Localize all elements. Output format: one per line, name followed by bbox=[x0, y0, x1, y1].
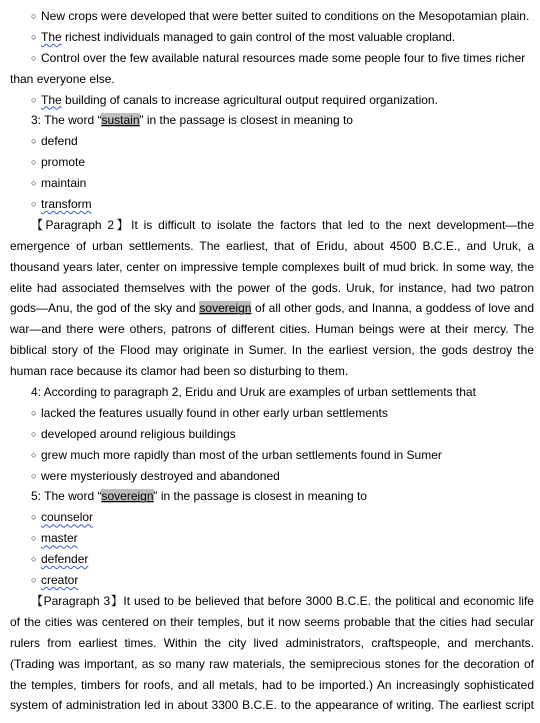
radio-bullet-icon[interactable]: ○ bbox=[31, 470, 37, 481]
paragraph-line: emergence of urban settlements. The earliest, that of Eridu, about 4500 B.C.E., and Uruk, a bbox=[10, 238, 534, 253]
spellcheck-word: The bbox=[41, 92, 62, 107]
paragraph-line: 【Paragraph 2】It is difficult to isolate the factors that led to the next development—the bbox=[31, 217, 534, 232]
option-text: maintain bbox=[41, 176, 87, 191]
option-text: defend bbox=[41, 134, 78, 149]
spellcheck-word: The bbox=[41, 29, 62, 44]
radio-bullet-icon[interactable]: ○ bbox=[31, 407, 37, 418]
option-text: Control over the few available natural resources made some people four to five times richer bbox=[41, 50, 526, 65]
radio-bullet-icon[interactable]: ○ bbox=[31, 52, 37, 63]
option-row[interactable] bbox=[10, 90, 534, 111]
option-text: transform bbox=[41, 197, 92, 212]
option-row[interactable] bbox=[10, 466, 534, 487]
option-row[interactable] bbox=[10, 152, 534, 173]
option-text: building of canals to increase agricultural output required organization. bbox=[65, 92, 438, 107]
radio-bullet-icon[interactable]: ○ bbox=[31, 31, 37, 42]
document-page bbox=[10, 6, 534, 716]
highlighted-word: sovereign bbox=[199, 301, 252, 316]
highlighted-word: sustain bbox=[101, 113, 140, 128]
option-text: master bbox=[41, 531, 78, 546]
option-row[interactable] bbox=[10, 528, 534, 549]
option-text: New crops were developed that were better suited to conditions on the Mesopotamian plain. bbox=[41, 9, 530, 23]
option-row[interactable] bbox=[10, 131, 534, 152]
radio-bullet-icon[interactable]: ○ bbox=[31, 449, 37, 460]
question-stem: 4: According to paragraph 2, Eridu and Uruk are examples of urban settlements that bbox=[31, 385, 476, 400]
highlighted-word: sovereign bbox=[101, 489, 154, 504]
paragraph-line: elite had associated themselves with the power of the gods. Uruk, for instance, had two patron bbox=[10, 280, 534, 295]
radio-bullet-icon[interactable]: ○ bbox=[31, 575, 37, 586]
option-text: promote bbox=[41, 155, 86, 170]
paragraph-line: biblical story of the Flood may originate in Sumer. In the earliest version, the gods destroy the bbox=[10, 343, 534, 358]
option-text: creator bbox=[41, 573, 79, 588]
option-text: lacked the features usually found in other early urban settlements bbox=[41, 405, 388, 420]
paragraph-label: 【Paragraph 3】 bbox=[31, 593, 124, 608]
paragraph-line: thousand years later, center on impressive temple complexes built of mud brick. In some way, the bbox=[10, 259, 534, 274]
option-row[interactable] bbox=[10, 445, 534, 466]
paragraph-line: system of administration led in about 3300 B.C.E. to the appearance of writing. The earliest script bbox=[10, 698, 534, 713]
radio-bullet-icon[interactable]: ○ bbox=[31, 428, 37, 439]
question-stem: 3: The word “sustain” in the passage is closest in meaning to bbox=[31, 113, 353, 128]
radio-bullet-icon[interactable]: ○ bbox=[31, 178, 37, 189]
radio-bullet-icon[interactable]: ○ bbox=[31, 199, 37, 210]
paragraph-line: the temples, timbers for roofs, and all metals, had to be imported.) An increasingly sophisticated bbox=[10, 677, 534, 692]
option-row[interactable] bbox=[10, 48, 534, 69]
radio-bullet-icon[interactable]: ○ bbox=[31, 554, 37, 565]
option-row[interactable] bbox=[10, 570, 534, 591]
paragraph-line: 【Paragraph 3】It used to be believed that before 3000 B.C.E. the political and economic life bbox=[31, 593, 534, 608]
paragraph-line: of the cities was centered on their temples, but it now seems probable that the cities had secular bbox=[10, 614, 534, 629]
option-row[interactable] bbox=[10, 173, 534, 194]
option-row[interactable] bbox=[10, 6, 534, 27]
option-row[interactable] bbox=[10, 424, 534, 445]
paragraph-line: rulers from earliest times. Within the city lived administrators, craftspeople, and merchants. bbox=[10, 635, 534, 650]
radio-bullet-icon[interactable]: ○ bbox=[31, 533, 37, 544]
paragraph-label: 【Paragraph 2】 bbox=[31, 217, 132, 232]
paragraph-line: (Trading was important, as so many raw materials, the semiprecious stones for the decoration of bbox=[10, 656, 534, 671]
option-row[interactable] bbox=[10, 194, 534, 215]
option-text: defender bbox=[41, 552, 89, 567]
option-text: grew much more rapidly than most of the urban settlements found in Sumer bbox=[41, 447, 442, 462]
option-text-wrap: than everyone else. bbox=[10, 71, 115, 86]
option-text: counselor bbox=[41, 510, 94, 525]
paragraph-line: war—and there were others, patrons of different cities. Human beings were at their mercy. The bbox=[10, 322, 534, 337]
option-text: richest individuals managed to gain control of the most valuable cropland. bbox=[65, 29, 456, 44]
paragraph-line: gods—Anu, the god of the sky and sovereign of all other gods, and Inanna, a goddess of love and bbox=[10, 301, 534, 316]
radio-bullet-icon[interactable]: ○ bbox=[31, 11, 37, 21]
option-row[interactable] bbox=[10, 403, 534, 424]
radio-bullet-icon[interactable]: ○ bbox=[31, 136, 37, 147]
question-stem: 5: The word “sovereign” in the passage is closest in meaning to bbox=[31, 489, 367, 504]
radio-bullet-icon[interactable]: ○ bbox=[31, 512, 37, 523]
option-row[interactable] bbox=[10, 549, 534, 570]
option-row[interactable] bbox=[10, 27, 534, 48]
radio-bullet-icon[interactable]: ○ bbox=[31, 157, 37, 168]
option-text: developed around religious buildings bbox=[41, 426, 236, 441]
option-row[interactable] bbox=[10, 507, 534, 528]
paragraph-line: human race because its clamor had been so disturbing to them. bbox=[10, 364, 349, 379]
option-text: were mysteriously destroyed and abandoned bbox=[41, 468, 280, 483]
radio-bullet-icon[interactable]: ○ bbox=[31, 94, 37, 105]
